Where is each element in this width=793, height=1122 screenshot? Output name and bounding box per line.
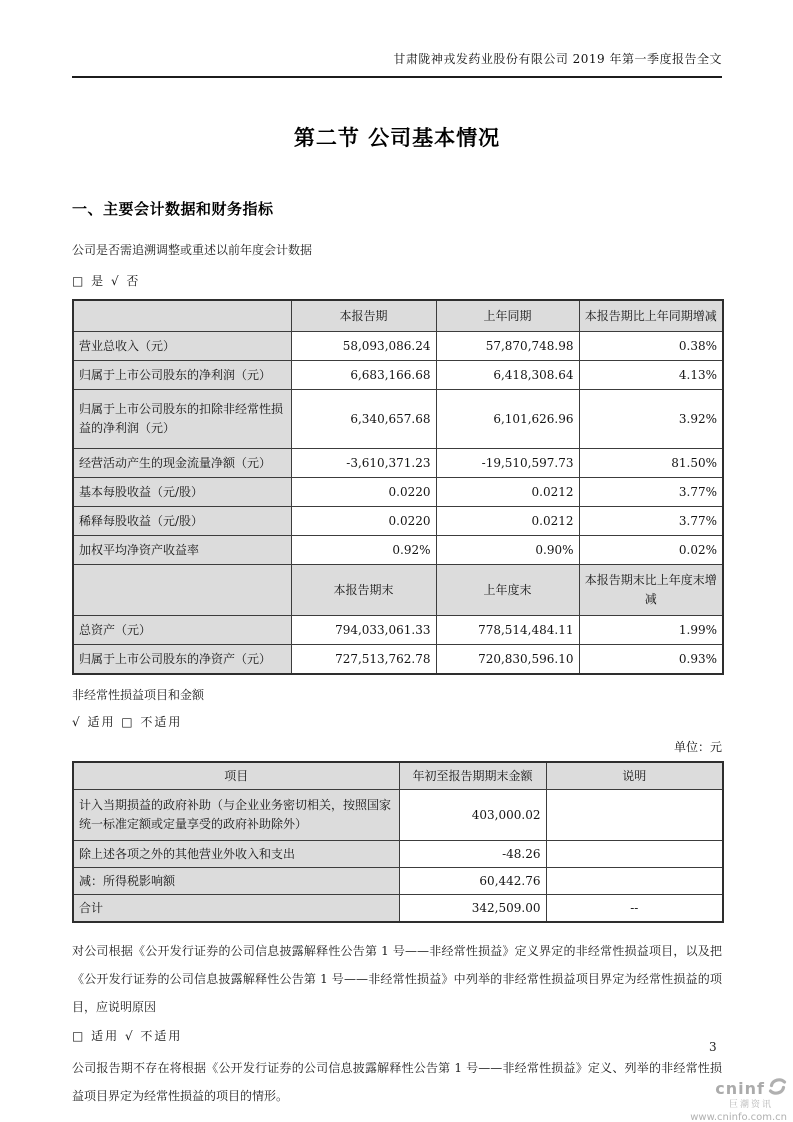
table-cell: 3.77% bbox=[579, 507, 723, 536]
table-cell bbox=[73, 565, 291, 616]
table-cell: -48.26 bbox=[399, 841, 546, 868]
table-cell: 403,000.02 bbox=[399, 790, 546, 841]
table-cell: 0.02% bbox=[579, 536, 723, 565]
unit-note: 单位：元 bbox=[673, 740, 722, 754]
table-cell: 6,683,166.68 bbox=[291, 361, 436, 390]
table-cell: 0.90% bbox=[436, 536, 579, 565]
table-cell: 0.0212 bbox=[436, 507, 579, 536]
table-cell: 上年同期 bbox=[436, 300, 579, 332]
table-cell bbox=[546, 790, 723, 841]
table-cell: 6,340,657.68 bbox=[291, 390, 436, 449]
no-items-paragraph: 公司报告期不存在将根据《公开发行证券的公司信息披露解释性公告第 1 号——非经常性损益》定义、列举的非经常性损益项目界定为经常性损益的项目的情形。 bbox=[72, 1061, 722, 1103]
table-row bbox=[73, 616, 723, 645]
table-cell: 60,442.76 bbox=[399, 868, 546, 895]
table-row bbox=[73, 868, 723, 895]
table-cell: 归属于上市公司股东的净利润（元） bbox=[73, 361, 291, 390]
table-cell: 上年度末 bbox=[436, 565, 579, 616]
table-row bbox=[73, 790, 723, 841]
restate-choice: □ 是 √ 否 bbox=[72, 274, 141, 288]
table-cell: 3.92% bbox=[579, 390, 723, 449]
table-row bbox=[73, 449, 723, 478]
table-cell: 基本每股收益（元/股） bbox=[73, 478, 291, 507]
sub-heading: 一、主要会计数据和财务指标 bbox=[72, 200, 274, 218]
table-cell: 0.0212 bbox=[436, 478, 579, 507]
cninfo-swirl-icon bbox=[767, 1078, 787, 1100]
table-cell: 1.99% bbox=[579, 616, 723, 645]
table-cell: 稀释每股收益（元/股） bbox=[73, 507, 291, 536]
table-header-row bbox=[73, 565, 723, 616]
table-row bbox=[73, 332, 723, 361]
cninfo-brand-text: cninf bbox=[715, 1079, 765, 1098]
table-header-row bbox=[73, 300, 723, 332]
table-cell: 81.50% bbox=[579, 449, 723, 478]
table-cell bbox=[73, 300, 291, 332]
table-cell: 项目 bbox=[73, 762, 399, 790]
table-cell: -- bbox=[546, 895, 723, 923]
table-cell: -19,510,597.73 bbox=[436, 449, 579, 478]
table-cell: 说明 bbox=[546, 762, 723, 790]
key-financials-table bbox=[72, 299, 724, 675]
table-cell: 本报告期末 bbox=[291, 565, 436, 616]
table-row bbox=[73, 536, 723, 565]
apply-choice: √ 适用 □ 不适用 bbox=[72, 715, 183, 729]
table-cell: 342,509.00 bbox=[399, 895, 546, 923]
table-cell: 总资产（元） bbox=[73, 616, 291, 645]
table-row bbox=[73, 895, 723, 923]
table-cell: 3.77% bbox=[579, 478, 723, 507]
explanation-paragraph: 对公司根据《公开发行证券的公司信息披露解释性公告第 1 号——非经常性损益》定义界定的非经常性损益项目，以及把《公开发行证券的公司信息披露解释性公告第 1 号——非经常性损益》中列举的非经常性损益项目界定为经常性损益的项目，应说明原因 bbox=[72, 944, 722, 1014]
cninfo-chinese-name: 巨潮资讯 bbox=[728, 1099, 773, 1110]
table-cell: 本报告期末比上年度末增减 bbox=[579, 565, 723, 616]
table-row bbox=[73, 507, 723, 536]
table-cell: 营业总收入（元） bbox=[73, 332, 291, 361]
table-row bbox=[73, 841, 723, 868]
table-row bbox=[73, 390, 723, 449]
table-cell: 720,830,596.10 bbox=[436, 645, 579, 675]
table-cell: 778,514,484.11 bbox=[436, 616, 579, 645]
nonrecurring-items-table bbox=[72, 761, 724, 923]
table-cell: -3,610,371.23 bbox=[291, 449, 436, 478]
nonrecurring-caption: 非经常性损益项目和金额 bbox=[72, 688, 205, 702]
table-cell: 6,418,308.64 bbox=[436, 361, 579, 390]
table-row bbox=[73, 361, 723, 390]
table-row bbox=[73, 645, 723, 675]
table-cell: 727,513,762.78 bbox=[291, 645, 436, 675]
running-header: 甘肃陇神戎发药业股份有限公司 2019 年第一季度报告全文 bbox=[72, 50, 722, 78]
table-header-row bbox=[73, 762, 723, 790]
table-cell: 0.0220 bbox=[291, 478, 436, 507]
cninfo-url: www.cninfo.com.cn bbox=[690, 1112, 787, 1122]
table-cell: 计入当期损益的政府补助（与企业业务密切相关，按照国家统一标准定额或定量享受的政府补助除外） bbox=[73, 790, 399, 841]
table-cell bbox=[546, 841, 723, 868]
table-row bbox=[73, 478, 723, 507]
table-cell bbox=[546, 868, 723, 895]
cninfo-logo bbox=[667, 1078, 787, 1122]
table-cell: 4.13% bbox=[579, 361, 723, 390]
table-cell: 合计 bbox=[73, 895, 399, 923]
table-cell: 58,093,086.24 bbox=[291, 332, 436, 361]
table-cell: 年初至报告期期末金额 bbox=[399, 762, 546, 790]
table-cell: 57,870,748.98 bbox=[436, 332, 579, 361]
table-cell: 经营活动产生的现金流量净额（元） bbox=[73, 449, 291, 478]
table-cell: 加权平均净资产收益率 bbox=[73, 536, 291, 565]
page-number: 3 bbox=[709, 1040, 717, 1054]
table-cell: 归属于上市公司股东的扣除非经常性损益的净利润（元） bbox=[73, 390, 291, 449]
table-cell: 0.0220 bbox=[291, 507, 436, 536]
table-cell: 0.92% bbox=[291, 536, 436, 565]
table-cell: 归属于上市公司股东的净资产（元） bbox=[73, 645, 291, 675]
table-cell: 减：所得税影响额 bbox=[73, 868, 399, 895]
table-cell: 6,101,626.96 bbox=[436, 390, 579, 449]
table-cell: 0.38% bbox=[579, 332, 723, 361]
table-cell: 除上述各项之外的其他营业外收入和支出 bbox=[73, 841, 399, 868]
section-title: 第二节 公司基本情况 bbox=[293, 125, 501, 150]
apply-choice-2: □ 适用 √ 不适用 bbox=[72, 1029, 183, 1043]
table-cell: 794,033,061.33 bbox=[291, 616, 436, 645]
table-cell: 本报告期 bbox=[291, 300, 436, 332]
table-cell: 0.93% bbox=[579, 645, 723, 675]
restate-question: 公司是否需追溯调整或重述以前年度会计数据 bbox=[72, 243, 313, 257]
table-cell: 本报告期比上年同期增减 bbox=[579, 300, 723, 332]
